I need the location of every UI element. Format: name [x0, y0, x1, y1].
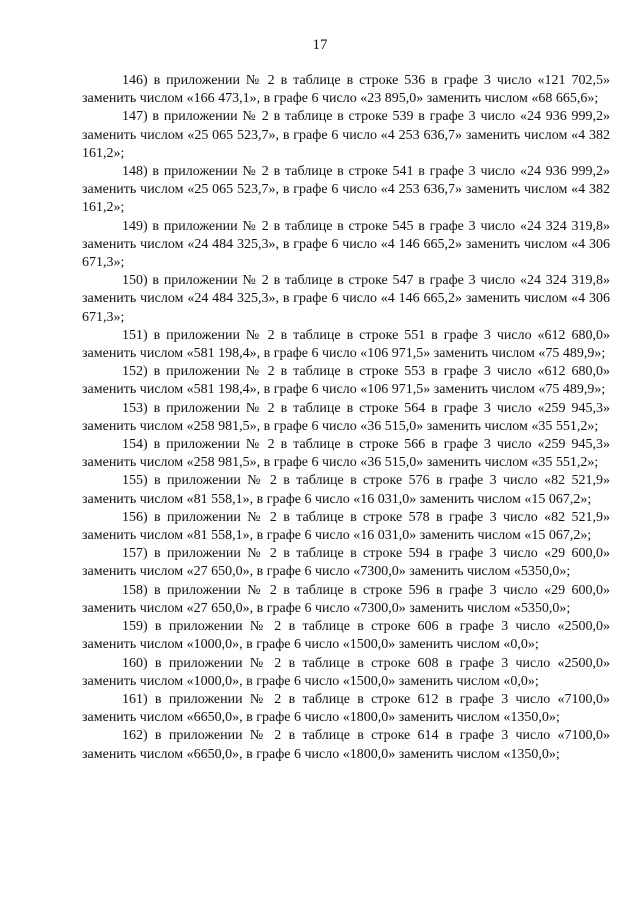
amendment-item-154: 154) в приложении № 2 в таблице в строке 566 в графе 3 число «259 945,3» заменить числом «258 981,5», в графе 6 число «36 515,0» заменить числом «35 551,2»;: [82, 437, 610, 471]
amendment-item-148: 148) в приложении № 2 в таблице в строке 541 в графе 3 число «24 936 999,2» заменить числом «25 065 523,7», в графе 6 число «4 253 636,7» заменить числом «4 382 161,2»;: [82, 164, 610, 216]
amendment-item-152: 152) в приложении № 2 в таблице в строке 553 в графе 3 число «612 680,0» заменить числом «581 198,4», в графе 6 число «106 971,5» заменить числом «75 489,9»;: [82, 364, 610, 398]
document-body: [82, 72, 610, 764]
amendment-item-149: 149) в приложении № 2 в таблице в строке 545 в графе 3 число «24 324 319,8» заменить числом «24 484 325,3», в графе 6 число «4 146 665,2» заменить числом «4 306 671,3»;: [82, 218, 610, 271]
amendment-item-151: 151) в приложении № 2 в таблице в строке 551 в графе 3 число «612 680,0» заменить числом «581 198,4», в графе 6 число «106 971,5» заменить числом «75 489,9»;: [82, 327, 610, 362]
amendment-item-156: 156) в приложении № 2 в таблице в строке 578 в графе 3 число «82 521,9» заменить числом «81 558,1», в графе 6 число «16 031,0» заменить числом «15 067,2»;: [82, 509, 610, 544]
page-number: 17: [312, 37, 328, 53]
amendment-item-150: 150) в приложении № 2 в таблице в строке 547 в графе 3 число «24 324 319,8» заменить числом «24 484 325,3», в графе 6 число «4 146 665,2» заменить числом «4 306 671,3»;: [82, 273, 610, 325]
amendment-item-160: 160) в приложении № 2 в таблице в строке 608 в графе 3 число «2500,0» заменить числом «1000,0», в графе 6 число «1500,0» заменить числом «0,0»;: [82, 655, 610, 689]
amendment-item-161: 161) в приложении № 2 в таблице в строке 612 в графе 3 число «7100,0» заменить числом «6650,0», в графе 6 число «1800,0» заменить числом «1350,0»;: [82, 691, 610, 726]
amendment-item-157: 157) в приложении № 2 в таблице в строке 594 в графе 3 число «29 600,0» заменить числом «27 650,0», в графе 6 число «7300,0» заменить числом «5350,0»;: [82, 546, 610, 580]
amendment-item-146: 146) в приложении № 2 в таблице в строке 536 в графе 3 число «121 702,5» заменить числом «166 473,1», в графе 6 число «23 895,0» заменить числом «68 665,6»;: [82, 73, 610, 107]
amendment-item-155: 155) в приложении № 2 в таблице в строке 576 в графе 3 число «82 521,9» заменить числом «81 558,1», в графе 6 число «16 031,0» заменить числом «15 067,2»;: [82, 473, 610, 507]
amendment-item-159: 159) в приложении № 2 в таблице в строке 606 в графе 3 число «2500,0» заменить числом «1000,0», в графе 6 число «1500,0» заменить числом «0,0»;: [82, 619, 610, 653]
amendment-item-162: 162) в приложении № 2 в таблице в строке 614 в графе 3 число «7100,0» заменить числом «6650,0», в графе 6 число «1800,0» заменить числом «1350,0»;: [82, 728, 610, 762]
amendment-item-153: 153) в приложении № 2 в таблице в строке 564 в графе 3 число «259 945,3» заменить числом «258 981,5», в графе 6 число «36 515,0» заменить числом «35 551,2»;: [82, 400, 610, 434]
amendment-item-158: 158) в приложении № 2 в таблице в строке 596 в графе 3 число «29 600,0» заменить числом «27 650,0», в графе 6 число «7300,0» заменить числом «5350,0»;: [82, 582, 610, 616]
amendment-item-147: 147) в приложении № 2 в таблице в строке 539 в графе 3 число «24 936 999,2» заменить числом «25 065 523,7», в графе 6 число «4 253 636,7» заменить числом «4 382 161,2»;: [82, 109, 610, 161]
